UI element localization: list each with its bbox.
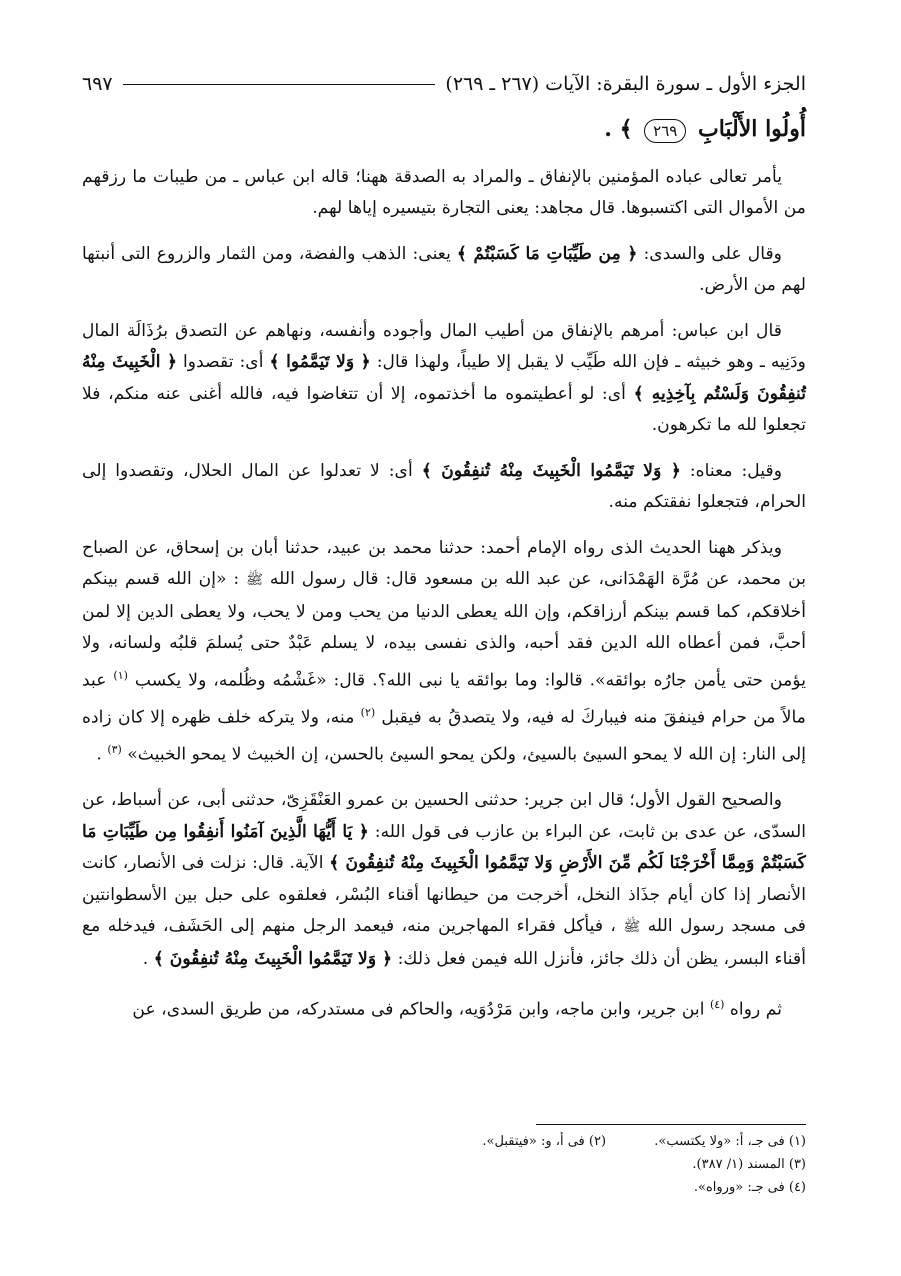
p3-text-a: قال ابن عباس: أمرهم بالإنفاق من أطيب المال وأجوده وأنفسه، ونهاهم عن التصدق برُذَالَة المال ودَنِيه ـ وهو خبيثه ـ فإن الله طَيِّب لا يقبل إلا طيباً، ولهذا قال: [82,320,806,372]
verse-text: أُولُوا الأَلْبَابِ [698,116,806,142]
quran-quote: ﴿ يَا أَيُّهَا الَّذِينَ آمَنُوا أَنفِقُوا مِن طَيِّبَاتِ مَا كَسَبْتُمْ وَمِمَّا أَخْرَجْنَا لَكُم مِّنَ الأَرْضِ وَلا تَيَمَّمُوا الْخَبِيثَ مِنْهُ تُنفِقُونَ ﴾ [82,821,806,874]
header-rule [123,84,436,85]
quran-quote: ﴿ الْخَبِيثَ مِنْهُ تُنفِقُونَ وَلَسْتُم بِآخِذِيهِ ﴾ [82,352,806,404]
verse-number-badge: ٢٦٩ [644,119,686,143]
paragraph-1 [82,162,806,225]
p6-text-d: . [142,948,149,969]
p7-text-a: ثم رواه [729,999,782,1020]
p5-text-a: ويذكر ههنا الحديث الذى رواه الإمام أحمد: حدثنا محمد بن عبيد، حدثنا أبان بن إسحاق، عن الصباح بن محمد، عن مُرَّة الهَمْدَانى، عن عبد الله بن مسعود قال: قال رسول الله [82,537,806,589]
p5-text-c: عبد مالاً من حرام فينفقَ منه فيباركَ له فيه، ولا يتصدقُ به فيقبل [82,670,806,728]
footnote-4: (٤) فى جـ: «ورواه». [693,1180,806,1195]
paragraph-1-text: يأمر تعالى عباده المؤمنين بالإنفاق ـ والمراد به الصدقة ههنا؛ قاله ابن عباس ـ من طيبات ما رزقهم من الأموال التى اكتسبوها. قال مجاهد: يعنى التجارة بتيسيره إياها لهم. [82,166,806,218]
p5-text-d: منه، ولا يتركه خلف ظهره إلا كان زاده إلى النار: إن الله لا يمحو السيئ بالسيئ، ولكن يمحو السيئ بالحسن، إن الخبيث لا يمحو الخبيث» [82,707,806,765]
footnote-ref-2[interactable]: (٢) [360,705,376,719]
p2-text-a: وقال على والسدى: [643,243,782,264]
p5-text-e: . [96,744,102,765]
running-header [82,66,806,102]
p4-text-b: أى: لا تعدلوا عن المال الحلال، وتقصدوا إلى الحرام، فتجعلوا نفقتكم منه. [82,460,806,512]
header-title: الجزء الأول ـ سورة البقرة: الآيات (٢٦٧ ـ ٢٦٩) [445,73,806,95]
p3-text-c: أى: لو أعطيتموه ما أخذتموه، إلا أن تتغاضوا فيه، فالله أغنى عنه منكم، فلا تجعلوا لله ما تكرهون. [82,383,806,435]
quran-quote: ﴿ مِن طَيِّبَاتِ مَا كَسَبْتُمْ ﴾ [456,243,638,264]
p6-text-b: الآية. قال: نزلت فى الأنصار، كانت الأنصار إذا كان أيام جذَاذ النخل، أخرجت من حيطانها أقناء البُسْر، فعلقوه على حبل بين الأسطوانتين فى مسجد رسول الله [82,853,806,937]
quran-quote: ﴿ وَلا تَيَمَّمُوا ﴾ [269,352,371,372]
paragraph-7 [82,989,806,1026]
p6-text-c: ، فيأكل فقراء المهاجرين منه، فيعمد الرجل منهم إلى الحَشَف، فيدخله مع أقناء البسر، يظن أن ذلك جائز، فأنزل الله فيمن فعل ذلك: [82,916,806,969]
footnote-3: (٣) المسند (١/ ٣٨٧). [692,1157,806,1172]
footnote-row [82,1130,806,1153]
quran-quote: ﴿ وَلا تَيَمَّمُوا الْخَبِيثَ مِنْهُ تُنفِقُونَ ﴾ [153,948,393,969]
footnote-ref-1[interactable]: (١) [113,668,128,682]
p6-text-a: والصحيح القول الأول؛ قال ابن جرير: حدثنى الحسين بن عمرو العَنْقَزِىّ، حدثنى أبى، عن أسباط، عن السدّى، عن عدى بن ثابت، عن البراء بن عازب فى قول الله: [82,790,806,842]
footnote-row [82,1176,806,1199]
p5-text-b: : «إن الله قسم بينكم أخلاقكم، كما قسم بينكم أرزاقكم، وإن الله يعطى الدنيا من يحب ومن لا يحب، ولا يعطى الدين إلا لمن أحبَّ، فمن أعطاه الله الدين فقد أحبه، والذى نفسى بيده، لا يسلم عَبْدٌ حتى يُسلمَ قلبُه ولسانه، ولا يؤمن حتى يأمن جارُه بوائقه». قالوا: وما بوائقه يا نبى الله؟. قال: «غَشْمُه وظُلمه، ولا يكسب [82,569,806,691]
footnote-1: (١) فى جـ، أ: «ولا يكتسب». [654,1134,806,1149]
paragraph-3 [82,316,806,442]
footnote-ref-4[interactable]: (٤) [709,998,725,1012]
paragraph-5 [82,533,806,772]
page-number: ٦٩٧ [82,73,113,95]
quran-quote: ﴿ وَلا تَيَمَّمُوا الْخَبِيثَ مِنْهُ تُنفِقُونَ ﴾ [421,460,681,481]
main-text [82,114,806,1040]
p7-text-b: ابن جرير، وابن ماجه، وابن مَرْدُوَيه، والحاكم فى مستدركه، من طريق السدى، عن [132,999,705,1020]
footnote-2: (٢) فى أ، و: «فيتقبل». [482,1134,607,1149]
footnote-divider [536,1124,806,1125]
paragraph-4 [82,456,806,519]
paragraph-2 [82,239,806,302]
verse-close: ﴾ . [604,116,633,142]
p2-text-b: يعنى: الذهب والفضة، ومن الثمار والزروع التى أنبتها لهم من الأرض. [82,243,806,295]
paragraph-6 [82,785,806,975]
verse-ending [82,114,806,146]
p3-text-b: أى: تقصدوا [183,352,264,372]
footnote-ref-3[interactable]: (٣) [107,742,122,756]
footnotes [82,1130,806,1199]
footnote-row [82,1153,806,1176]
p4-text-a: وقيل: معناه: [689,460,782,481]
salutation-glyph: ﷺ [246,572,264,588]
salutation-glyph: ﷺ [623,919,641,936]
